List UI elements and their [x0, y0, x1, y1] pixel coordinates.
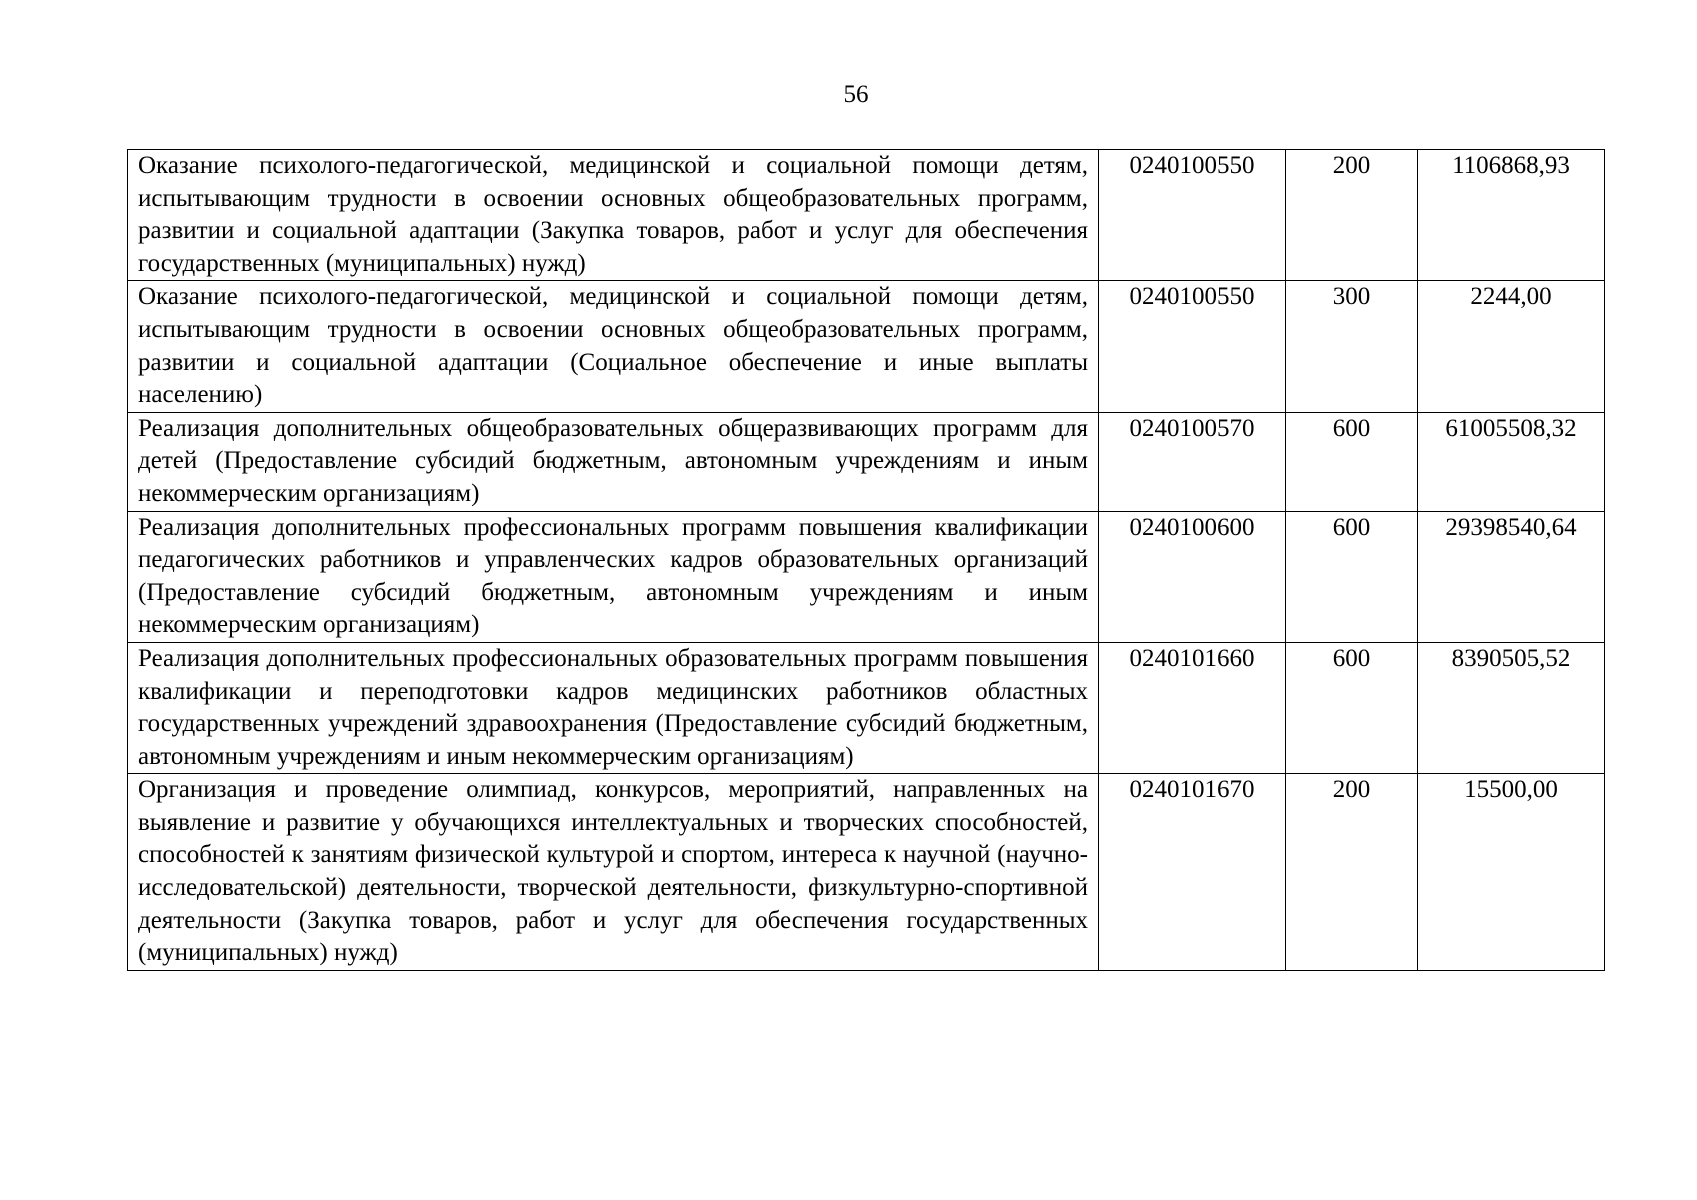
- amount-cell: 8390505,52: [1418, 642, 1605, 773]
- description-cell: Реализация дополнительных профессиональных программ повышения квалификации педагогических работников и управленческих кадров образовательных организаций (Предоставление субсидий бюджетным, автономным учреждениям и иным некоммерческим организациям): [128, 511, 1099, 642]
- page-number: 56: [843, 81, 869, 108]
- description-cell: Реализация дополнительных общеобразовательных общеразвивающих программ для детей (Предоставление субсидий бюджетным, автономным учреждениям и иным некоммерческим организациям): [128, 412, 1099, 511]
- description-cell: Организация и проведение олимпиад, конкурсов, мероприятий, направленных на выявление и развитие у обучающихся интеллектуальных и творческих способностей, способностей к занятиям физической культурой и спортом, интереса к научной (научно-исследовательской) деятельности, творческой деятельности, физкультурно-спортивной деятельности (Закупка товаров, работ и услуг для обеспечения государственных (муниципальных) нужд): [128, 774, 1099, 971]
- amount-cell: 61005508,32: [1418, 412, 1605, 511]
- amount-cell: 2244,00: [1418, 281, 1605, 412]
- table-row: [128, 281, 1605, 412]
- type-cell: 600: [1286, 642, 1418, 773]
- table-row: [128, 150, 1605, 281]
- type-cell: 200: [1286, 774, 1418, 971]
- code-cell: 0240100600: [1099, 511, 1286, 642]
- amount-cell: 15500,00: [1418, 774, 1605, 971]
- amount-cell: 29398540,64: [1418, 511, 1605, 642]
- code-cell: 0240101660: [1099, 642, 1286, 773]
- amount-cell: 1106868,93: [1418, 150, 1605, 281]
- type-cell: 600: [1286, 412, 1418, 511]
- code-cell: 0240101670: [1099, 774, 1286, 971]
- code-cell: 0240100570: [1099, 412, 1286, 511]
- table-row: [128, 511, 1605, 642]
- table-row: [128, 774, 1605, 971]
- code-cell: 0240100550: [1099, 281, 1286, 412]
- table-row: [128, 642, 1605, 773]
- description-cell: Реализация дополнительных профессиональных образовательных программ повышения квалификации и переподготовки кадров медицинских работников областных государственных учреждений здравоохранения (Предоставление субсидий бюджетным, автономным учреждениям и иным некоммерческим организациям): [128, 642, 1099, 773]
- code-cell: 0240100550: [1099, 150, 1286, 281]
- type-cell: 600: [1286, 511, 1418, 642]
- type-cell: 300: [1286, 281, 1418, 412]
- budget-table: [127, 149, 1605, 971]
- description-cell: Оказание психолого-педагогической, медицинской и социальной помощи детям, испытывающим трудности в освоении основных общеобразовательных программ, развитии и социальной адаптации (Закупка товаров, работ и услуг для обеспечения государственных (муниципальных) нужд): [128, 150, 1099, 281]
- table-row: [128, 412, 1605, 511]
- description-cell: Оказание психолого-педагогической, медицинской и социальной помощи детям, испытывающим трудности в освоении основных общеобразовательных программ, развитии и социальной адаптации (Социальное обеспечение и иные выплаты населению): [128, 281, 1099, 412]
- type-cell: 200: [1286, 150, 1418, 281]
